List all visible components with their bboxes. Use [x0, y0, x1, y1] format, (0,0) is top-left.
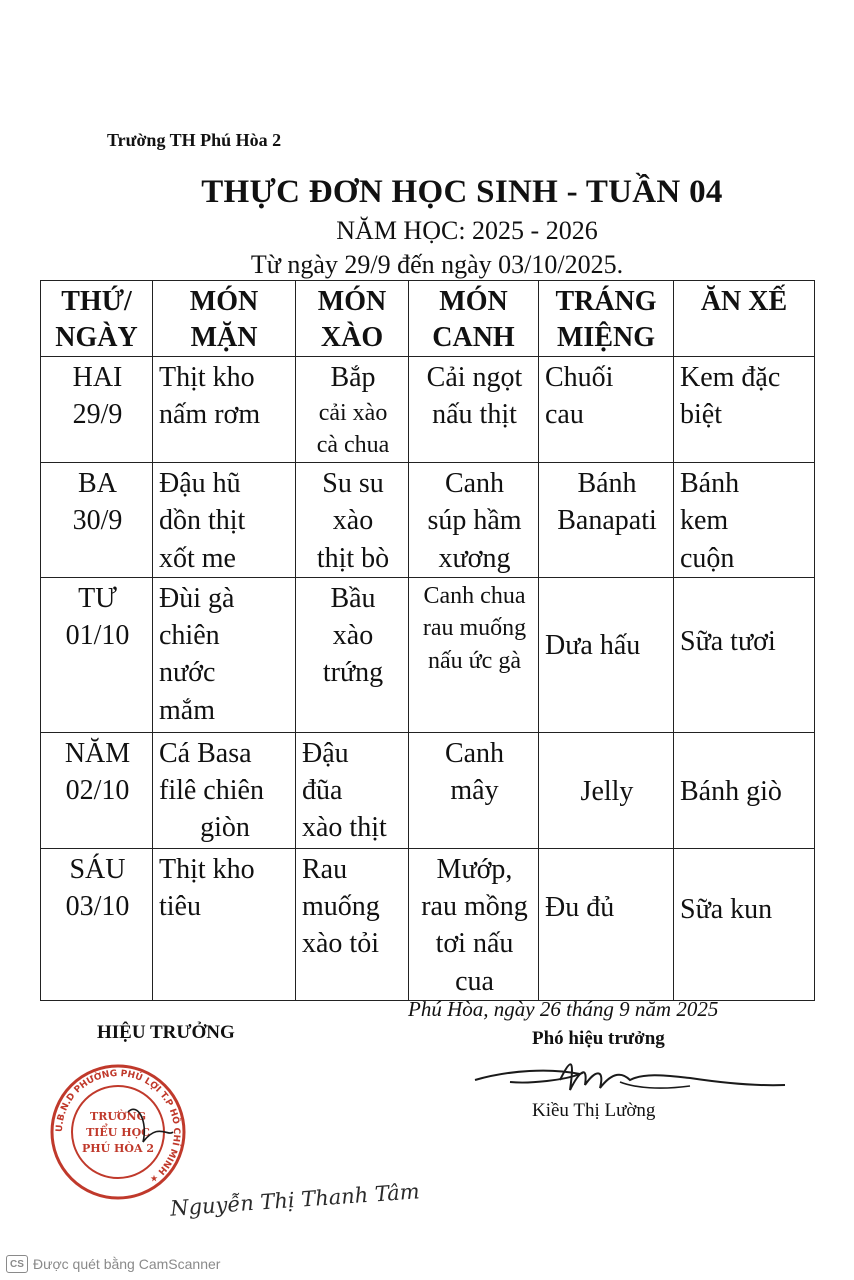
- stir-fry-cell: Đậu đũa xào thịt: [296, 732, 409, 848]
- school-seal-stamp: [48, 1062, 188, 1202]
- table-row: [41, 357, 815, 463]
- day-cell: NĂM 02/10: [41, 732, 153, 848]
- stir-fry-cell: Rau muống xào tỏi: [296, 848, 409, 1000]
- table-row: [41, 463, 815, 578]
- main-dish-cell: Đùi gà chiên nước mắm: [153, 577, 296, 732]
- soup-cell: Cải ngọt nấu thịt: [409, 357, 539, 463]
- dessert-cell: Bánh Banapati: [539, 463, 674, 578]
- principal-title: HIỆU TRƯỞNG: [97, 1022, 235, 1043]
- school-year: NĂM HỌC: 2025 - 2026: [336, 216, 598, 245]
- weekly-menu-table: [40, 280, 815, 1001]
- snack-cell: Kem đặc biệt: [674, 357, 815, 463]
- svg-text:TIỂU HỌC: TIỂU HỌC: [86, 1126, 150, 1139]
- day-cell: SÁU 03/10: [41, 848, 153, 1000]
- header-main-dish: MÓN MẶN: [153, 281, 296, 357]
- svg-text:PHÚ HÒA 2: PHÚ HÒA 2: [81, 1142, 155, 1155]
- dessert-cell: Chuối cau: [539, 357, 674, 463]
- snack-cell: Bánh kem cuộn: [674, 463, 815, 578]
- table-header-row: [41, 281, 815, 357]
- snack-cell: Bánh giò: [674, 732, 815, 848]
- table-row: [41, 732, 815, 848]
- main-dish-cell: Thịt kho tiêu: [153, 848, 296, 1000]
- svg-text:U.B.N.D PHƯỜNG PHÚ LỢI T.P HỒ: U.B.N.D PHƯỜNG PHÚ LỢI T.P HỒ CHÍ MINH ★: [54, 1068, 182, 1185]
- school-name: Trường TH Phú Hòa 2: [107, 130, 282, 150]
- page-title: THỰC ĐƠN HỌC SINH - TUẦN 04: [201, 174, 723, 210]
- camscanner-icon: CS: [6, 1255, 28, 1273]
- soup-cell: Canh mây: [409, 732, 539, 848]
- soup-cell: Canh chua rau muống nấu ức gà: [409, 577, 539, 732]
- soup-cell: Canh súp hầm xương: [409, 463, 539, 578]
- header-dessert: TRÁNG MIỆNG: [539, 281, 674, 357]
- table-row: [41, 577, 815, 732]
- header-day: THỨ/ NGÀY: [41, 281, 153, 357]
- snack-cell: Sữa tươi: [674, 577, 815, 732]
- main-dish-cell: Thịt kho nấm rơm: [153, 357, 296, 463]
- vice-principal-name: Kiều Thị Lường: [532, 1100, 656, 1121]
- day-cell: HAI 29/9: [41, 357, 153, 463]
- day-cell: BA 30/9: [41, 463, 153, 578]
- header-snack: ĂN XẾ: [674, 281, 815, 357]
- place-and-date: Phú Hòa, ngày 26 tháng 9 năm 2025: [408, 997, 719, 1021]
- header-stir-fry: MÓN XÀO: [296, 281, 409, 357]
- header-soup: MÓN CANH: [409, 281, 539, 357]
- main-dish-cell: Cá Basa filê chiên giòn: [153, 732, 296, 848]
- snack-cell: Sữa kun: [674, 848, 815, 1000]
- principal-name-signature: Nguyễn Thị Thanh Tâm: [169, 1179, 421, 1221]
- svg-text:TRƯỜNG: TRƯỜNG: [90, 1110, 146, 1123]
- dessert-cell: Dưa hấu: [539, 577, 674, 732]
- dessert-cell: Đu đủ: [539, 848, 674, 1000]
- dessert-cell: Jelly: [539, 732, 674, 848]
- vice-principal-title: Phó hiệu trưởng: [532, 1028, 665, 1049]
- table-row: [41, 848, 815, 1000]
- stir-fry-cell: Su su xào thịt bò: [296, 463, 409, 578]
- day-cell: TƯ 01/10: [41, 577, 153, 732]
- stir-fry-cell: Bắp cải xào cà chua: [296, 357, 409, 463]
- soup-cell: Mướp, rau mồng tơi nấu cua: [409, 848, 539, 1000]
- main-dish-cell: Đậu hũ dồn thịt xốt me: [153, 463, 296, 578]
- scan-watermark: [6, 1255, 220, 1273]
- stir-fry-cell: Bầu xào trứng: [296, 577, 409, 732]
- date-range: Từ ngày 29/9 đến ngày 03/10/2025.: [250, 250, 624, 279]
- scan-note: Được quét bằng CamScanner: [33, 1256, 221, 1272]
